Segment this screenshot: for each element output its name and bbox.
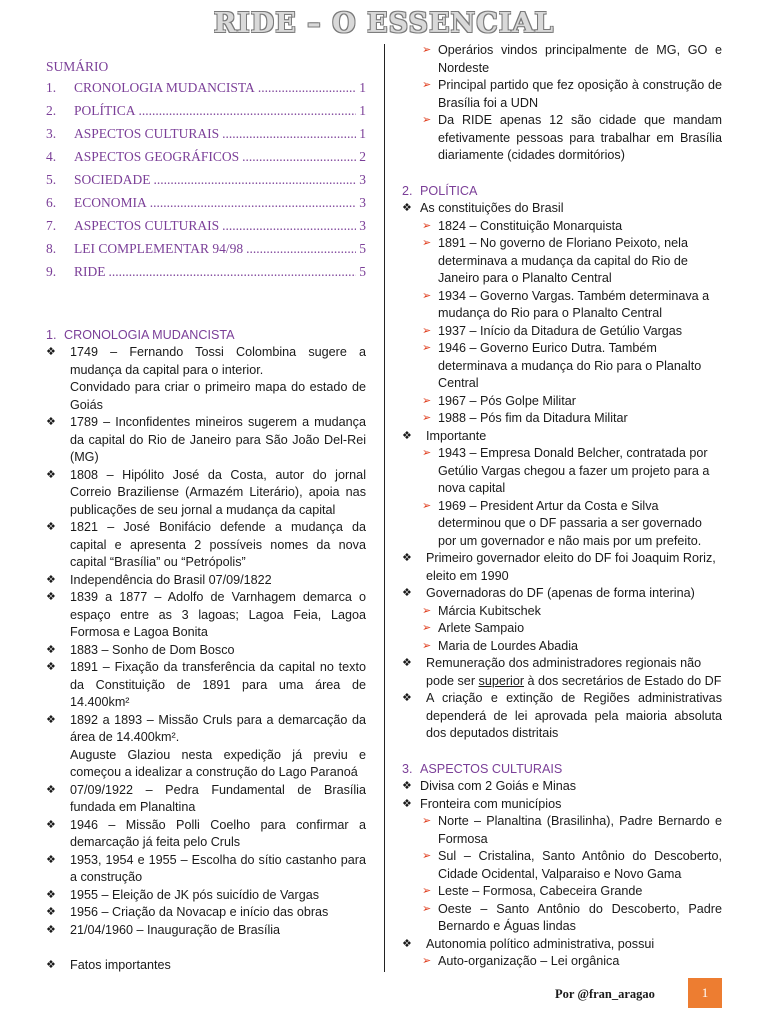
arrow-bullet-icon: ➢ (422, 499, 432, 512)
list-item: ❖ 1892 a 1893 – Missão Cruls para a demarcação da área de 14.400km². (46, 712, 366, 747)
diamond-bullet-icon: ❖ (46, 923, 56, 936)
diamond-bullet-icon: ❖ (46, 661, 56, 673)
diamond-bullet-icon: ❖ (402, 552, 412, 564)
list-item: ❖ Fatos importantes (46, 957, 366, 975)
list-item: ❖ Importante (402, 428, 722, 446)
diamond-bullet-icon: ❖ (46, 958, 56, 971)
list-item: ➢ Oeste – Santo Antônio do Descoberto, Padre Bernardo e Águas lindas (402, 901, 722, 936)
list-item: ➢ 1824 – Constituição Monarquista (402, 218, 722, 236)
diamond-bullet-icon: ❖ (46, 591, 56, 603)
section-heading-cronologia: 1. CRONOLOGIA MUDANCISTA (46, 327, 235, 342)
list-item: ➢ 1934 – Governo Vargas. Também determinava a mudança do Rio para o Planalto Central (402, 288, 722, 323)
section-heading-aspectos-culturais: 3. ASPECTOS CULTURAIS (402, 761, 563, 776)
left-column (46, 58, 366, 974)
toc-item-label: ASPECTOS CULTURAIS (74, 217, 220, 233)
toc-item-page: 1 (359, 102, 366, 118)
diamond-bullet-icon: ❖ (402, 780, 412, 792)
list-item: ❖ 1749 – Fernando Tossi Colombina sugere a mudança da capital para o interior. (46, 344, 366, 379)
toc-item-label: CRONOLOGIA MUDANCISTA (74, 79, 255, 95)
toc-item-label: ECONOMIA (74, 194, 147, 210)
list-item: ❖ 1956 – Criação da Novacap e início das obras (46, 904, 366, 922)
arrow-bullet-icon: ➢ (422, 79, 432, 91)
list-item: ➢ Da RIDE apenas 12 são cidade que mandam efetivamente pessoas para trabalhar em Brasília diariamente (cidades dormitórios) (402, 112, 722, 165)
diamond-bullet-icon: ❖ (46, 573, 56, 586)
toc-item[interactable]: 2. POLÍTICA ..... 1 (46, 99, 366, 122)
diamond-bullet-icon: ❖ (46, 783, 56, 796)
toc-item-label: ASPECTOS GEOGRÁFICOS (74, 148, 240, 164)
column-divider (384, 44, 385, 972)
arrow-bullet-icon: ➢ (422, 815, 432, 827)
list-item: ❖ Autonomia político administrativa, possui (402, 936, 722, 954)
list-item: ➢ 1988 – Pós fim da Ditadura Militar (402, 410, 722, 428)
arrow-bullet-icon: ➢ (422, 324, 432, 337)
toc-heading: SUMÁRIO (46, 59, 109, 74)
diamond-bullet-icon: ❖ (402, 692, 412, 704)
list-item: ➢ Operários vindos principalmente de MG, GO e Nordeste (402, 42, 722, 77)
list-item: ❖ Remuneração dos administradores regionais não pode ser superior à dos secretários de Estado do DF (402, 655, 722, 690)
diamond-bullet-icon: ❖ (46, 468, 56, 481)
list-item: ➢ 1967 – Pós Golpe Militar (402, 393, 722, 411)
diamond-bullet-icon: ❖ (46, 521, 56, 533)
diamond-bullet-icon: ❖ (46, 416, 56, 428)
toc-item[interactable]: 3. ASPECTOS CULTURAIS ..... 1 (46, 122, 366, 145)
toc-item[interactable]: 9. RIDE ..... 5 (46, 260, 366, 283)
toc-item[interactable]: 8. LEI COMPLEMENTAR 94/98 ..... 5 (46, 237, 366, 260)
arrow-bullet-icon: ➢ (422, 885, 432, 897)
page-number: 1 (688, 978, 722, 1008)
toc-item-label: POLÍTICA (74, 102, 136, 118)
arrow-bullet-icon: ➢ (422, 412, 432, 424)
toc-item-page: 2 (359, 148, 366, 164)
arrow-bullet-icon: ➢ (422, 622, 432, 634)
toc-item-label: RIDE (74, 263, 106, 279)
list-item: ➢ 1937 – Início da Ditadura de Getúlio Vargas (402, 323, 722, 341)
list-item: ❖ 07/09/1922 – Pedra Fundamental de Brasília fundada em Planaltina (46, 782, 366, 817)
toc-item-page: 5 (359, 240, 366, 256)
list-item: ❖ Independência do Brasil 07/09/1822 (46, 572, 366, 590)
arrow-bullet-icon: ➢ (422, 639, 432, 652)
page-title: RIDE – O ESSENCIAL (213, 8, 555, 39)
diamond-bullet-icon: ❖ (402, 797, 412, 810)
right-column (402, 42, 722, 971)
list-item: ➢ Norte – Planaltina (Brasilinha), Padre Bernardo e Formosa (402, 813, 722, 848)
arrow-bullet-icon: ➢ (422, 237, 432, 249)
list-item: ❖ 1891 – Fixação da transferência da capital no texto da Constituição de 1891 para uma área de 14.400km² (46, 659, 366, 712)
diamond-bullet-icon: ❖ (46, 888, 56, 901)
list-item: ➢ 1969 – President Artur da Costa e Silva determinou que o DF passaria a ser governado por um governador e não mais por um prefeito. (402, 498, 722, 551)
list-item: ➢ 1891 – No governo de Floriano Peixoto, nela determinava a mudança da capital do Rio de Janeiro para o Planalto Central (402, 235, 722, 288)
toc-item-page: 1 (359, 125, 366, 141)
arrow-bullet-icon: ➢ (422, 902, 432, 915)
arrow-bullet-icon: ➢ (422, 44, 432, 56)
toc-item-label: SOCIEDADE (74, 171, 151, 187)
arrow-bullet-icon: ➢ (422, 955, 432, 967)
list-item: ➢ 1943 – Empresa Donald Belcher, contratada por Getúlio Vargas chegou a fazer um projeto para a nova capital (402, 445, 722, 498)
list-item: ➢ Arlete Sampaio (402, 620, 722, 638)
arrow-bullet-icon: ➢ (422, 447, 432, 459)
diamond-bullet-icon: ❖ (46, 853, 56, 866)
arrow-bullet-icon: ➢ (422, 289, 432, 302)
list-item: ➢ Auto-organização – Lei orgânica (402, 953, 722, 971)
arrow-bullet-icon: ➢ (422, 394, 432, 407)
list-item: ➢ Maria de Lourdes Abadia (402, 638, 722, 656)
list-item: ❖ 1789 – Inconfidentes mineiros sugerem a mudança da capital do Rio de Janeiro para São João Del-Rei (MG) (46, 414, 366, 467)
diamond-bullet-icon: ❖ (46, 713, 56, 726)
toc-item-page: 3 (359, 194, 366, 210)
list-item-continuation: Convidado para criar o primeiro mapa do estado de Goiás (70, 380, 366, 412)
list-item: ➢ Sul – Cristalina, Santo Antônio do Descoberto, Cidade Ocidental, Valparaiso e Novo Gama (402, 848, 722, 883)
diamond-bullet-icon: ❖ (402, 587, 412, 599)
list-item: ❖ Divisa com 2 Goiás e Minas (402, 778, 722, 796)
list-item: ❖ 1839 a 1877 – Adolfo de Varnhagem demarca o espaço entre as 3 lagoas; Lagoa Feia, Lagoa Formosa e Lagoa Bonita (46, 589, 366, 642)
diamond-bullet-icon: ❖ (46, 906, 56, 918)
section-heading-politica: 2. POLÍTICA (402, 183, 478, 198)
list-item: ➢ 1946 – Governo Eurico Dutra. Também determinava a mudança do Rio para o Planalto Central (402, 340, 722, 393)
toc-item[interactable]: 5. SOCIEDADE ..... 3 (46, 168, 366, 191)
list-item: ❖ 1955 – Eleição de JK pós suicídio de Vargas (46, 887, 366, 905)
toc-item-label: ASPECTOS CULTURAIS (74, 125, 220, 141)
footer-author: Por @fran_aragao (555, 986, 655, 1001)
diamond-bullet-icon: ❖ (46, 818, 56, 831)
toc-item[interactable]: 1. CRONOLOGIA MUDANCISTA ..... 1 (46, 76, 366, 99)
diamond-bullet-icon: ❖ (402, 202, 412, 214)
diamond-bullet-icon: ❖ (46, 346, 56, 358)
list-item: ❖ Governadoras do DF (apenas de forma interina) (402, 585, 722, 603)
list-item: ❖ 1953, 1954 e 1955 – Escolha do sítio castanho para a construção (46, 852, 366, 887)
list-item: ➢ Márcia Kubitschek (402, 603, 722, 621)
diamond-bullet-icon: ❖ (402, 657, 412, 669)
diamond-bullet-icon: ❖ (46, 643, 56, 656)
toc-item[interactable]: 4. ASPECTOS GEOGRÁFICOS ..... 2 (46, 145, 366, 168)
list-item: ❖ 21/04/1960 – Inauguração de Brasília (46, 922, 366, 940)
list-item: ❖ 1946 – Missão Polli Coelho para confirmar a demarcação já feita pelo Cruls (46, 817, 366, 852)
toc-item-page: 1 (359, 79, 366, 95)
table-of-contents (46, 76, 366, 283)
arrow-bullet-icon: ➢ (422, 342, 432, 354)
toc-item-page: 3 (359, 171, 366, 187)
toc-item-page: 3 (359, 217, 366, 233)
arrow-bullet-icon: ➢ (422, 850, 432, 862)
list-item: ❖ Primeiro governador eleito do DF foi Joaquim Roriz, eleito em 1990 (402, 550, 722, 585)
list-item: ❖ A criação e extinção de Regiões administrativas dependerá de lei aprovada pela maioria absoluta dos deputados distritais (402, 690, 722, 743)
toc-item-label: LEI COMPLEMENTAR 94/98 (74, 240, 244, 256)
list-item: ❖ 1883 – Sonho de Dom Bosco (46, 642, 366, 660)
arrow-bullet-icon: ➢ (422, 219, 432, 232)
list-item: ❖ 1808 – Hipólito José da Costa, autor do jornal Correio Braziliense (Armazém Literário), apoia nas publicações de seu jornal a mudança da capital (46, 467, 366, 520)
toc-item[interactable]: 6. ECONOMIA ..... 3 (46, 191, 366, 214)
underlined-word: superior (478, 673, 525, 688)
arrow-bullet-icon: ➢ (422, 604, 432, 617)
list-item: ➢ Leste – Formosa, Cabeceira Grande (402, 883, 722, 901)
arrow-bullet-icon: ➢ (422, 114, 432, 126)
toc-item-page: 5 (359, 263, 366, 279)
list-item: ❖ 1821 – José Bonifácio defende a mudança da capital e apresenta 2 possíveis nomes da nova capital “Brasília” ou “Petrópolis” (46, 519, 366, 572)
list-item: ➢ Principal partido que fez oposição à construção de Brasília foi a UDN (402, 77, 722, 112)
diamond-bullet-icon: ❖ (402, 429, 412, 442)
list-item-continuation: Auguste Glaziou nesta expedição já previu e começou a idealizar a construção do Lago Paranoá (70, 747, 366, 779)
toc-item[interactable]: 7. ASPECTOS CULTURAIS ..... 3 (46, 214, 366, 237)
list-item: ❖ As constituições do Brasil (402, 200, 722, 218)
list-item: ❖ Fronteira com municípios (402, 796, 722, 814)
diamond-bullet-icon: ❖ (402, 937, 412, 950)
